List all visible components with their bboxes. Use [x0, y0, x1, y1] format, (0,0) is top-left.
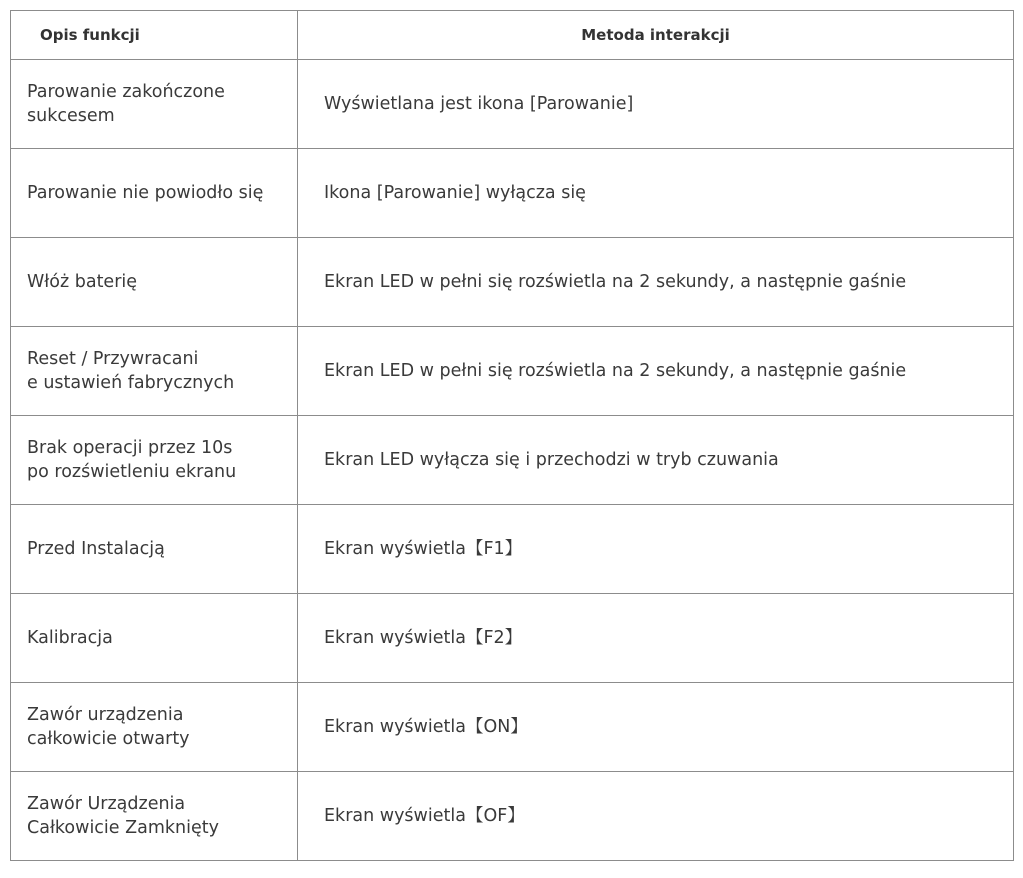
row-description-cell [11, 594, 298, 683]
row-description: Kalibracja [27, 628, 113, 648]
function-table [10, 10, 1014, 861]
header-description: Opis funkcji [11, 11, 298, 60]
row-description-cell [11, 505, 298, 594]
row-description: Reset / Przywracani e ustawień fabrycznych [27, 349, 235, 393]
row-method: Ekran LED wyłącza się i przechodzi w tryb czuwania [324, 450, 779, 470]
row-description: Zawór Urządzenia Całkowicie Zamknięty [27, 794, 219, 838]
row-description-cell [11, 149, 298, 238]
row-description: Przed Instalacją [27, 539, 165, 559]
row-method-cell [298, 505, 1014, 594]
row-description: Zawór urządzenia całkowicie otwarty [27, 705, 190, 749]
table-row [11, 238, 1014, 327]
table-row [11, 505, 1014, 594]
table-row [11, 683, 1014, 772]
row-description-cell [11, 238, 298, 327]
table-header-row [11, 11, 1014, 60]
row-method: Wyświetlana jest ikona [Parowanie] [324, 94, 634, 114]
row-method-cell [298, 772, 1014, 861]
row-method: Ekran wyświetla【OF】 [324, 806, 525, 826]
row-description-cell [11, 772, 298, 861]
header-method: Metoda interakcji [298, 11, 1014, 60]
row-method-cell [298, 60, 1014, 149]
table-row [11, 327, 1014, 416]
row-method: Ekran wyświetla【F2】 [324, 628, 523, 648]
row-description-cell [11, 683, 298, 772]
row-description: Parowanie zakończone sukcesem [27, 82, 225, 126]
row-description-cell [11, 60, 298, 149]
row-method-cell [298, 683, 1014, 772]
row-method-cell [298, 238, 1014, 327]
table-row [11, 60, 1014, 149]
row-description: Brak operacji przez 10s po rozświetleniu ekranu [27, 438, 237, 482]
row-method: Ekran LED w pełni się rozświetla na 2 sekundy, a następnie gaśnie [324, 361, 907, 381]
table-row [11, 772, 1014, 861]
row-description: Parowanie nie powiodło się [27, 183, 264, 203]
table-row [11, 416, 1014, 505]
row-method: Ekran wyświetla【ON】 [324, 717, 528, 737]
row-method: Ikona [Parowanie] wyłącza się [324, 183, 586, 203]
row-method-cell [298, 416, 1014, 505]
table-row [11, 594, 1014, 683]
row-method-cell [298, 327, 1014, 416]
table-row [11, 149, 1014, 238]
row-method: Ekran wyświetla【F1】 [324, 539, 523, 559]
row-description-cell [11, 416, 298, 505]
row-method: Ekran LED w pełni się rozświetla na 2 sekundy, a następnie gaśnie [324, 272, 907, 292]
row-method-cell [298, 594, 1014, 683]
row-description: Włóż baterię [27, 272, 138, 292]
row-method-cell [298, 149, 1014, 238]
row-description-cell [11, 327, 298, 416]
